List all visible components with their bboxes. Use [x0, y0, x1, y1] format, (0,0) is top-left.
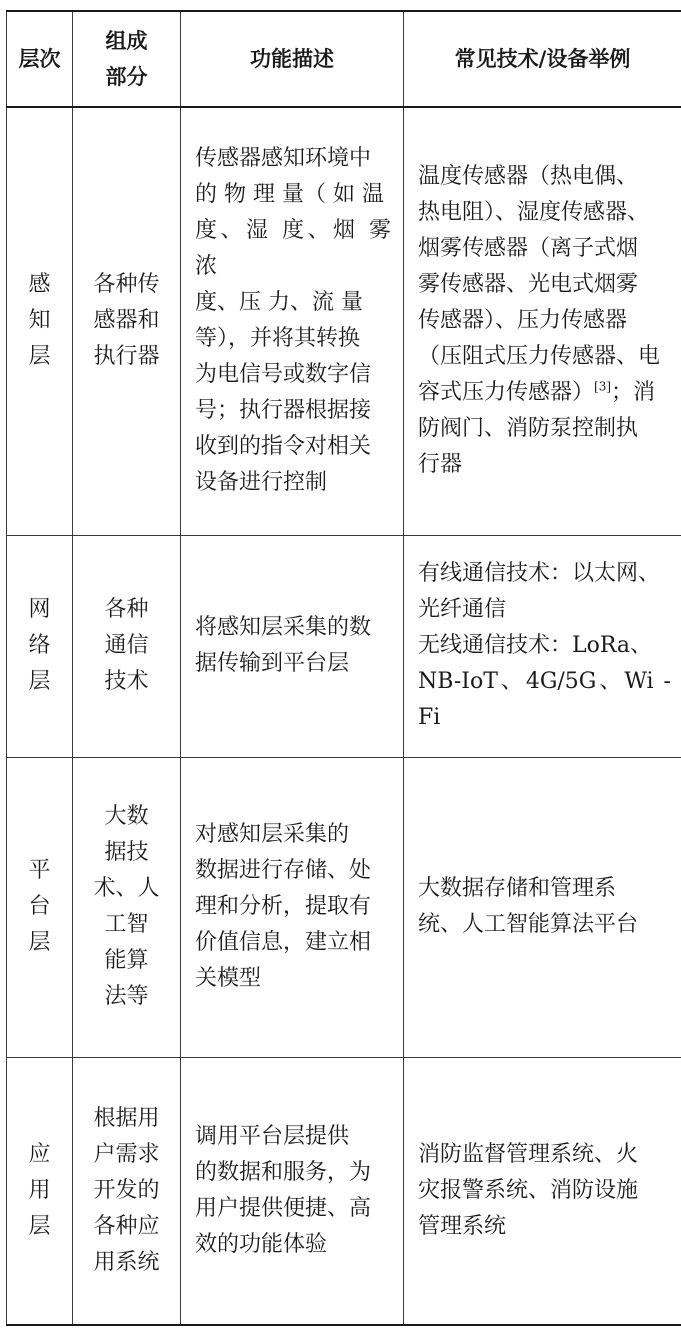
table-row-network — [7, 535, 681, 757]
component-cell — [73, 757, 181, 1057]
header-examples: 常见技术/设备举例 — [404, 11, 681, 107]
component-cell — [73, 107, 181, 535]
examples-text: 消防监督管理系统、火 灾报警系统、消防设施 管理系统 — [418, 1141, 639, 1239]
description-cell — [181, 1057, 404, 1325]
layer-cell — [7, 535, 73, 757]
table-row-platform — [7, 757, 681, 1057]
header-layer: 层次 — [7, 11, 73, 107]
examples-text: 有线通信技术：以太网、 光纤通信 无线通信技术：LoRa、 NB-IoT、4G/5G、Wi -Fi — [418, 561, 671, 730]
layer-name: 平台层 — [28, 858, 51, 955]
table-row-application — [7, 1057, 681, 1325]
description-text: 传感器感知环境中 的 物 理 量（ 如 温 度、湿 度、烟 雾 浓 度、压 力、流 量 等），并将其转换 为电信号或数字信 号；执行器根据接 收到的指令对相关 设备进行控制 — [195, 146, 391, 496]
component-cell — [73, 535, 181, 757]
header-row — [7, 11, 681, 107]
layer-name: 应用层 — [28, 1141, 51, 1239]
examples-text-part-1: 温度传感器（热电偶、 热电阻）、湿度传感器、 烟雾传感器（离子式烟 雾传感器、光电式烟雾 传感器）、压力传感器 （压阻式压力传感器、电 容式压力传感器） — [418, 164, 661, 406]
layer-cell — [7, 107, 73, 535]
examples-text: 大数据存储和管理系 统、人工智能算法平台 — [418, 876, 639, 937]
examples-cell — [404, 1057, 681, 1325]
description-text: 将感知层采集的数 据传输到平台层 — [195, 615, 372, 676]
examples-cell — [404, 757, 681, 1057]
description-text: 调用平台层提供 的数据和服务，为 用户提供便捷、高 效的功能体验 — [195, 1123, 372, 1257]
reference-marker: [3] — [594, 379, 612, 394]
component-text: 大数 据技 术、人 工智 能算 法等 — [93, 804, 160, 1009]
description-cell — [181, 535, 404, 757]
header-component-text: 组成部分 — [105, 29, 148, 89]
header-description: 功能描述 — [181, 11, 404, 107]
examples-cell — [404, 107, 681, 535]
component-text: 各种传 感器和 执行器 — [93, 272, 160, 370]
description-cell — [181, 757, 404, 1057]
layer-cell — [7, 757, 73, 1057]
component-text: 各种 通信 技术 — [104, 597, 149, 694]
component-text: 根据用 户需求 开发的 各种应 用系统 — [93, 1105, 160, 1275]
description-cell — [181, 107, 404, 535]
iot-layer-table — [6, 10, 681, 1326]
header-component — [73, 11, 181, 107]
examples-text — [418, 159, 671, 483]
table-row-perception — [7, 107, 681, 535]
examples-text-part-2: ；消 防阀门、消防泵控制执 行器 — [418, 380, 656, 478]
layer-cell — [7, 1057, 73, 1325]
layer-name: 感知层 — [28, 272, 51, 370]
description-text: 对感知层采集的 数据进行存储、处 理和分析，提取有 价值信息，建立相 关模型 — [195, 822, 372, 991]
component-cell — [73, 1057, 181, 1325]
examples-cell — [404, 535, 681, 757]
layer-name: 网络层 — [28, 597, 51, 694]
